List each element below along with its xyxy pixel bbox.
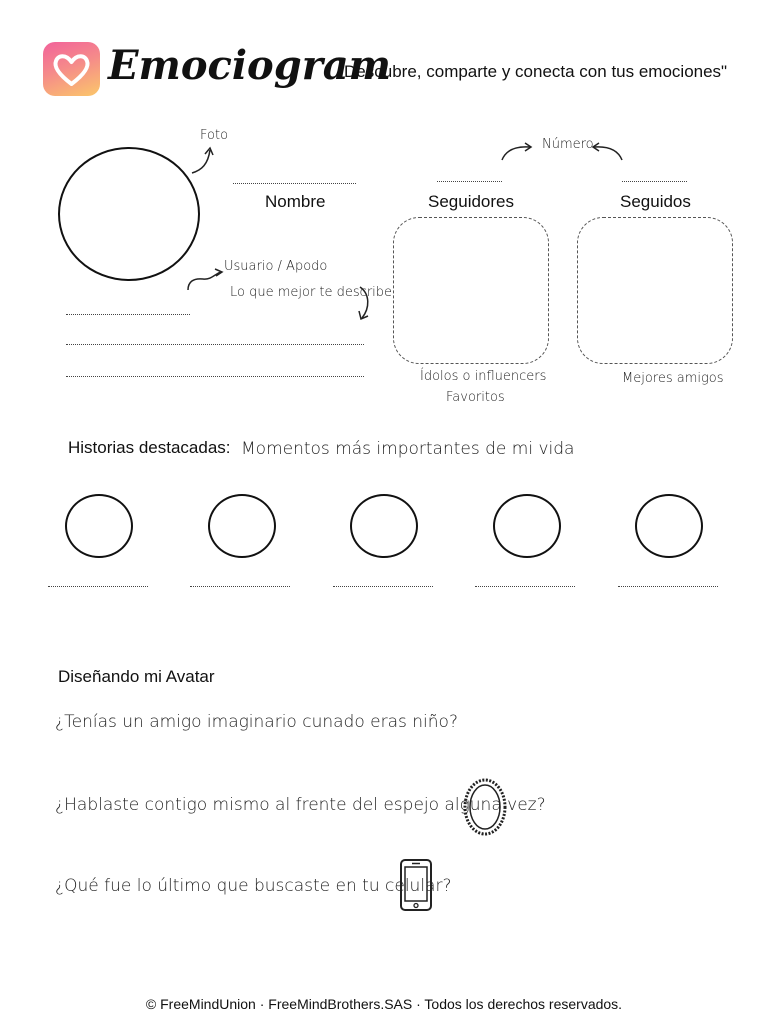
footer-copyright: © FreeMindUnion · FreeMindBrothers.SAS · Todos los derechos reservados. bbox=[145, 996, 623, 1012]
highlights-title: Historias destacadas: bbox=[68, 438, 231, 457]
followers-label: Seguidores bbox=[428, 192, 515, 211]
brand-name: Emociogram bbox=[108, 42, 392, 89]
heart-icon bbox=[43, 42, 100, 96]
followers-caption-2: Favoritos bbox=[446, 390, 505, 405]
number-hint: Número bbox=[542, 137, 594, 152]
highlight-circle[interactable] bbox=[208, 494, 276, 558]
arrow-icon bbox=[588, 138, 628, 164]
following-label: Seguidos bbox=[620, 192, 691, 211]
followers-box[interactable] bbox=[393, 217, 549, 364]
phone-icon bbox=[398, 858, 434, 912]
highlight-circle[interactable] bbox=[635, 494, 703, 558]
username-hint: Usuario / Apodo bbox=[224, 259, 328, 274]
highlight-circle[interactable] bbox=[65, 494, 133, 558]
describe-line-1[interactable] bbox=[66, 344, 364, 345]
followers-number-line[interactable] bbox=[437, 181, 502, 182]
question-2: ¿Hablaste contigo mismo al frente del espejo alguna vez? bbox=[55, 795, 546, 815]
highlight-circle[interactable] bbox=[350, 494, 418, 558]
arrow-icon bbox=[498, 138, 538, 164]
arrow-icon bbox=[183, 262, 225, 292]
highlight-line[interactable] bbox=[48, 586, 148, 587]
avatar-title: Diseñando mi Avatar bbox=[58, 667, 215, 686]
question-3: ¿Qué fue lo último que buscaste en tu celular? bbox=[55, 876, 452, 896]
highlight-line[interactable] bbox=[618, 586, 718, 587]
following-box[interactable] bbox=[577, 217, 733, 364]
highlight-circle[interactable] bbox=[493, 494, 561, 558]
username-line[interactable] bbox=[66, 314, 190, 315]
describe-line-2[interactable] bbox=[66, 376, 364, 377]
question-1: ¿Tenías un amigo imaginario cunado eras niño? bbox=[55, 712, 458, 732]
following-caption: Mejores amigos bbox=[622, 371, 724, 386]
name-label: Nombre bbox=[265, 192, 326, 211]
followers-caption: Ídolos o influencers bbox=[420, 369, 547, 384]
highlight-line[interactable] bbox=[190, 586, 290, 587]
highlight-line[interactable] bbox=[333, 586, 433, 587]
tagline: "Descubre, comparte y conecta con tus emociones" bbox=[338, 62, 728, 81]
following-number-line[interactable] bbox=[622, 181, 687, 182]
highlights-subtitle: Momentos más importantes de mi vida bbox=[241, 439, 575, 459]
mirror-icon bbox=[460, 776, 510, 838]
describe-hint: Lo que mejor te describe bbox=[230, 285, 393, 300]
name-line[interactable] bbox=[233, 183, 356, 184]
photo-hint: Foto bbox=[200, 128, 229, 143]
profile-photo-circle[interactable] bbox=[58, 147, 200, 281]
arrow-icon bbox=[188, 140, 218, 180]
app-logo bbox=[43, 42, 100, 96]
arrow-icon bbox=[352, 284, 376, 324]
highlight-line[interactable] bbox=[475, 586, 575, 587]
